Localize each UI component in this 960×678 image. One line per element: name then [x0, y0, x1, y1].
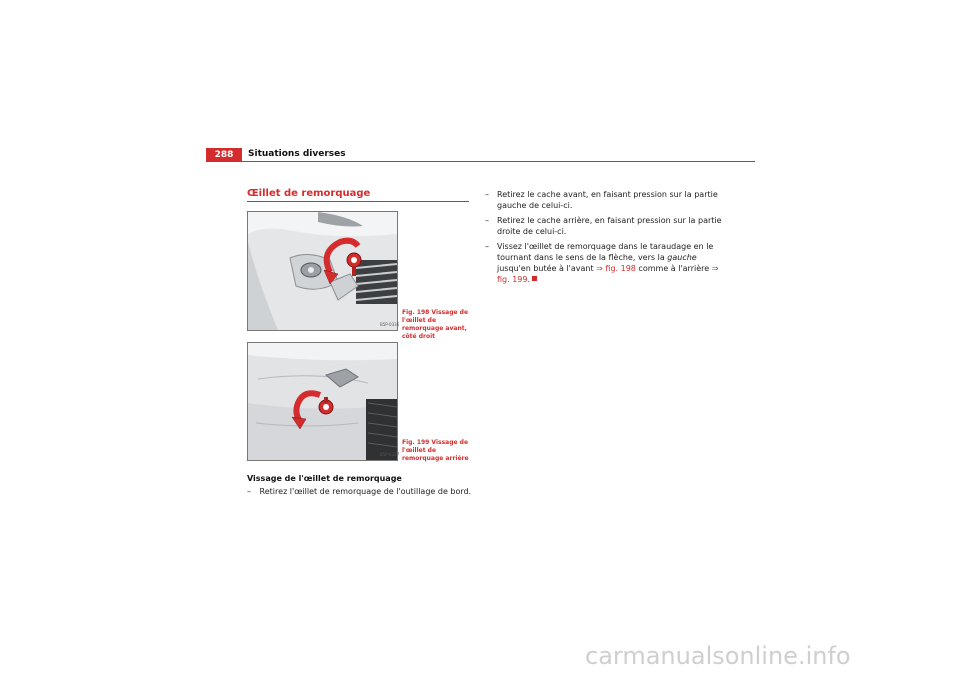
step-4-text-c: comme à l'arrière	[635, 264, 712, 273]
instruction-step-4	[485, 241, 730, 285]
step-dash: –	[485, 190, 489, 199]
figure-198-link[interactable]: ⇒ fig. 198	[596, 264, 636, 273]
step-dash: –	[247, 487, 251, 496]
instruction-step-2	[485, 189, 730, 211]
instruction-step-1	[247, 486, 477, 497]
page-number: 288	[206, 148, 242, 162]
rear-bumper-illustration	[248, 343, 400, 460]
instructions-right-column	[485, 189, 730, 289]
step-dash: –	[485, 216, 489, 225]
instruction-step-3	[485, 215, 730, 237]
step-1-text: Retirez l'œillet de remorquage de l'outillage de bord.	[259, 487, 472, 496]
watermark: carmanualsonline.info	[585, 642, 851, 670]
step-4-text-b: jusqu'en butée à l'avant	[497, 264, 597, 273]
section-title: Œillet de remorquage	[247, 188, 371, 199]
section-divider	[247, 201, 469, 202]
figure-rear-towing-eye	[247, 342, 398, 461]
figure-code: B5P-0336	[380, 322, 400, 327]
front-bumper-illustration	[248, 212, 400, 330]
figure-198-caption: Fig. 198 Vissage de l'œillet de remorquage avant, côté droit	[402, 309, 469, 340]
end-of-section-marker	[532, 276, 537, 281]
figure-199-link[interactable]: ⇒ fig. 199	[497, 264, 719, 284]
figure-front-towing-eye	[247, 211, 398, 331]
header-divider	[206, 161, 755, 162]
figure-code: B5P-0337	[380, 452, 400, 457]
instructions-heading: Vissage de l'œillet de remorquage	[247, 474, 402, 483]
step-2-text: Retirez le cache avant, en faisant pression sur la partie gauche de celui-ci.	[497, 190, 718, 210]
figure-199-caption: Fig. 199 Vissage de l'œillet de remorquage arrière	[402, 439, 469, 462]
step-4-text-a: Vissez l'œillet de remorquage dans le taraudage en le tournant dans le sens de la flèche, vers la	[497, 242, 714, 262]
step-4-end: .	[527, 275, 531, 284]
step-4-emphasis: gauche	[667, 253, 697, 262]
chapter-title: Situations diverses	[248, 149, 346, 159]
step-dash: –	[485, 242, 489, 251]
step-3-text: Retirez le cache arrière, en faisant pression sur la partie droite de celui-ci.	[497, 216, 722, 236]
